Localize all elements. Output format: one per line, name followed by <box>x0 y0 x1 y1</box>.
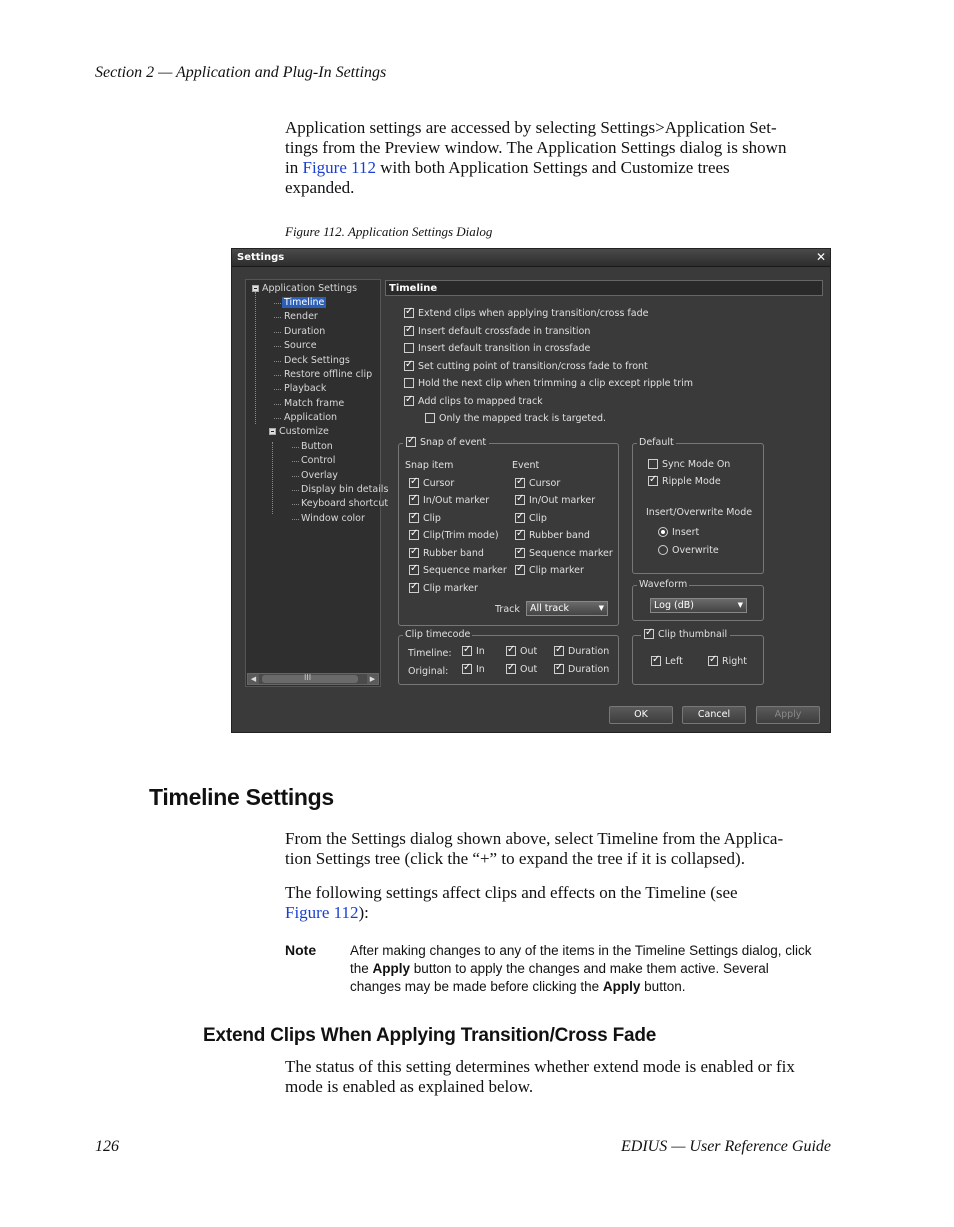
checkbox-icon <box>462 664 472 674</box>
paragraph-line: Figure 112): <box>285 903 369 922</box>
checkbox-icon <box>648 476 658 486</box>
settings-dialog <box>231 248 831 733</box>
paragraph-3 <box>285 1057 845 1097</box>
tc-timeline-in[interactable]: ✓In <box>462 646 485 657</box>
snap-clip[interactable]: ✓Clip <box>409 513 441 524</box>
note-line: changes may be made before clicking the Apply button. <box>350 979 686 994</box>
panel-title: Timeline <box>389 283 438 294</box>
checkbox-icon <box>506 646 516 656</box>
snap-of-event-checkbox[interactable]: ✓Snap of event <box>403 437 489 448</box>
radio-icon <box>658 545 668 555</box>
settings-tree <box>245 279 389 687</box>
checkbox-icon <box>409 530 419 540</box>
snap-cursor[interactable]: ✓Cursor <box>409 478 454 489</box>
paragraph-line: From the Settings dialog shown above, select Timeline from the Applica- <box>285 829 784 848</box>
tree-item-source[interactable]: Source <box>284 340 317 351</box>
tree-item-keyboard-shortcut[interactable]: Keyboard shortcut <box>301 498 389 509</box>
paragraph-line: The status of this setting determines whether extend mode is enabled or fix <box>285 1057 795 1076</box>
clip-thumbnail-checkbox[interactable]: ✓Clip thumbnail <box>641 629 730 640</box>
tree-item-button[interactable]: Button <box>301 441 333 452</box>
default-group-title: Default <box>639 437 674 448</box>
checkbox-icon <box>648 459 658 469</box>
checkbox-icon <box>515 478 525 488</box>
original-row-label: Original: <box>408 666 449 677</box>
note-text <box>350 942 830 996</box>
sync-mode-checkbox[interactable]: Sync Mode On <box>648 459 730 470</box>
checkbox-icon <box>651 656 661 666</box>
radio-icon <box>658 527 668 537</box>
waveform-select[interactable]: Log (dB) ▼ <box>650 598 747 613</box>
chevron-down-icon: ▼ <box>737 601 743 609</box>
checkbox-icon <box>404 343 414 353</box>
tc-timeline-out[interactable]: ✓ Out <box>506 646 537 657</box>
checkbox-icon <box>708 656 718 666</box>
checkbox-icon <box>644 629 654 639</box>
paragraph-line: mode is enabled as explained below. <box>285 1077 534 1096</box>
paragraph-line: tion Settings tree (click the “+” to expand the tree if it is collapsed). <box>285 849 745 868</box>
opt-insert-default-transition[interactable]: Insert default transition in crossfade <box>404 343 590 354</box>
collapse-icon[interactable] <box>269 428 276 435</box>
tree-item-timeline[interactable]: Timeline <box>284 297 325 308</box>
snap-clip-marker[interactable]: ✓Clip marker <box>409 583 478 594</box>
intro-paragraph <box>285 118 845 198</box>
checkbox-icon <box>515 565 525 575</box>
opt-set-cutting-point[interactable]: ✓Set cutting point of transition/cross fade to front <box>404 361 648 372</box>
tc-original-duration[interactable]: ✓ Duration <box>554 664 609 675</box>
intro-line: Application settings are accessed by selecting Settings>Application Set- <box>285 118 777 137</box>
tree-item-control[interactable]: Control <box>301 455 336 466</box>
snap-clip-trim-mode[interactable]: ✓Clip(Trim mode) <box>409 530 499 541</box>
figure-caption: Figure 112. Application Settings Dialog <box>285 224 493 239</box>
checkbox-icon <box>515 548 525 558</box>
checkbox-icon <box>409 495 419 505</box>
thumbnail-right[interactable]: ✓ Right <box>708 656 747 667</box>
apply-button[interactable]: Apply <box>756 706 820 724</box>
tree-item-render[interactable]: Render <box>284 311 318 322</box>
tree-root-application-settings[interactable]: Application Settings <box>252 283 357 294</box>
checkbox-icon <box>515 530 525 540</box>
checkbox-icon <box>554 664 564 674</box>
intro-line: expanded. <box>285 178 355 197</box>
checkbox-icon <box>404 361 414 371</box>
checkbox-icon <box>554 646 564 656</box>
event-sequence-marker[interactable]: ✓Sequence marker <box>515 548 613 559</box>
event-cursor[interactable]: ✓Cursor <box>515 478 560 489</box>
event-clip[interactable]: ✓Clip <box>515 513 547 524</box>
dialog-titlebar <box>232 249 830 267</box>
track-select[interactable]: All track ▼ <box>526 601 608 616</box>
paragraph-1 <box>285 829 845 869</box>
checkbox-icon <box>409 513 419 523</box>
close-icon[interactable]: ✕ <box>815 250 826 264</box>
tree-item-duration[interactable]: Duration <box>284 326 326 337</box>
event-rubber-band[interactable]: ✓Rubber band <box>515 530 590 541</box>
checkbox-icon <box>409 565 419 575</box>
clip-timecode-group <box>398 635 619 685</box>
opt-add-clips-mapped[interactable]: ✓Add clips to mapped track <box>404 396 543 407</box>
intro-line: tings from the Preview window. The Application Settings dialog is shown <box>285 138 787 157</box>
track-label: Track <box>495 604 520 615</box>
scroll-left-icon[interactable]: ◀ <box>248 674 259 684</box>
note-line: the Apply button to apply the changes and make them active. Several <box>350 961 769 976</box>
opt-only-mapped-track[interactable]: Only the mapped track is targeted. <box>425 413 606 424</box>
insert-overwrite-label: Insert/Overwrite Mode <box>646 507 753 518</box>
overwrite-radio[interactable]: Overwrite <box>658 545 719 556</box>
snap-rubber-band[interactable]: ✓Rubber band <box>409 548 484 559</box>
timeline-row-label: Timeline: <box>408 648 452 659</box>
checkbox-icon <box>404 308 414 318</box>
waveform-title: Waveform <box>639 579 688 590</box>
checkbox-icon <box>409 548 419 558</box>
checkbox-icon <box>515 513 525 523</box>
note-label: Note <box>285 942 317 958</box>
tree-item-display-bin-details[interactable]: Display bin details <box>301 484 389 495</box>
ok-button[interactable]: OK <box>609 706 673 724</box>
figure-link[interactable]: Figure 112 <box>285 903 359 922</box>
section-heading: Timeline Settings <box>149 784 334 810</box>
tc-timeline-duration[interactable]: ✓ Duration <box>554 646 609 657</box>
tree-item-match-frame[interactable]: Match frame <box>284 398 345 409</box>
paragraph-line: The following settings affect clips and effects on the Timeline (see <box>285 883 738 902</box>
snap-item-header: Snap item <box>405 460 454 471</box>
note-line: After making changes to any of the items in the Timeline Settings dialog, click <box>350 943 812 958</box>
chevron-down-icon: ▼ <box>598 604 604 612</box>
checkbox-icon <box>515 495 525 505</box>
opt-extend-clips[interactable]: ✓Extend clips when applying transition/cross fade <box>404 308 648 319</box>
checkbox-icon <box>462 646 472 656</box>
insert-radio[interactable]: Insert <box>658 527 699 538</box>
opt-hold-next-clip[interactable]: Hold the next clip when trimming a clip except ripple trim <box>404 378 693 389</box>
tree-item-customize[interactable]: Customize <box>269 426 329 437</box>
thumbnail-left[interactable]: ✓Left <box>651 656 683 667</box>
tree-item-playback[interactable]: Playback <box>284 383 327 394</box>
intro-line: in Figure 112 with both Application Settings and Customize trees <box>285 158 730 177</box>
checkbox-icon <box>506 664 516 674</box>
event-clip-marker[interactable]: ✓Clip marker <box>515 565 584 576</box>
paragraph-2 <box>285 883 845 923</box>
snap-inout-marker[interactable]: ✓In/Out marker <box>409 495 489 506</box>
running-header: Section 2 — Application and Plug-In Settings <box>95 64 387 81</box>
checkbox-icon <box>409 478 419 488</box>
checkbox-icon <box>404 326 414 336</box>
tree-item-deck-settings[interactable]: Deck Settings <box>284 355 350 366</box>
tree-item-overlay[interactable]: Overlay <box>301 470 338 481</box>
checkbox-icon <box>406 437 416 447</box>
tree-item-application[interactable]: Application <box>284 412 338 423</box>
checkbox-icon <box>404 378 414 388</box>
tree-item-restore-offline-clip[interactable]: Restore offline clip <box>284 369 373 380</box>
dialog-title: Settings <box>237 252 285 263</box>
event-inout-marker[interactable]: ✓In/Out marker <box>515 495 595 506</box>
clip-timecode-title: Clip timecode <box>405 629 471 640</box>
tree-item-window-color[interactable]: Window color <box>301 513 365 524</box>
checkbox-icon <box>404 396 414 406</box>
tc-original-in[interactable]: ✓In <box>462 664 485 675</box>
tc-original-out[interactable]: ✓ Out <box>506 664 537 675</box>
subsection-heading: Extend Clips When Applying Transition/Cross Fade <box>203 1025 657 1046</box>
footer-guide: EDIUS — User Reference Guide <box>620 1138 831 1155</box>
ripple-mode-checkbox[interactable]: ✓Ripple Mode <box>648 476 721 487</box>
opt-insert-default-crossfade[interactable]: ✓Insert default crossfade in transition <box>404 326 590 337</box>
cancel-button[interactable]: Cancel <box>682 706 746 724</box>
scroll-thumb[interactable]: III <box>262 675 358 683</box>
collapse-icon[interactable] <box>252 285 259 292</box>
figure-link[interactable]: Figure 112 <box>302 158 376 177</box>
page-number: 126 <box>95 1138 119 1155</box>
checkbox-icon <box>425 413 435 423</box>
checkbox-icon <box>409 583 419 593</box>
tree-horizontal-scrollbar[interactable] <box>247 673 379 685</box>
snap-sequence-marker[interactable]: ✓Sequence marker <box>409 565 507 576</box>
scroll-right-icon[interactable]: ▶ <box>367 674 378 684</box>
panel-header <box>385 280 823 296</box>
event-header: Event <box>512 460 540 471</box>
